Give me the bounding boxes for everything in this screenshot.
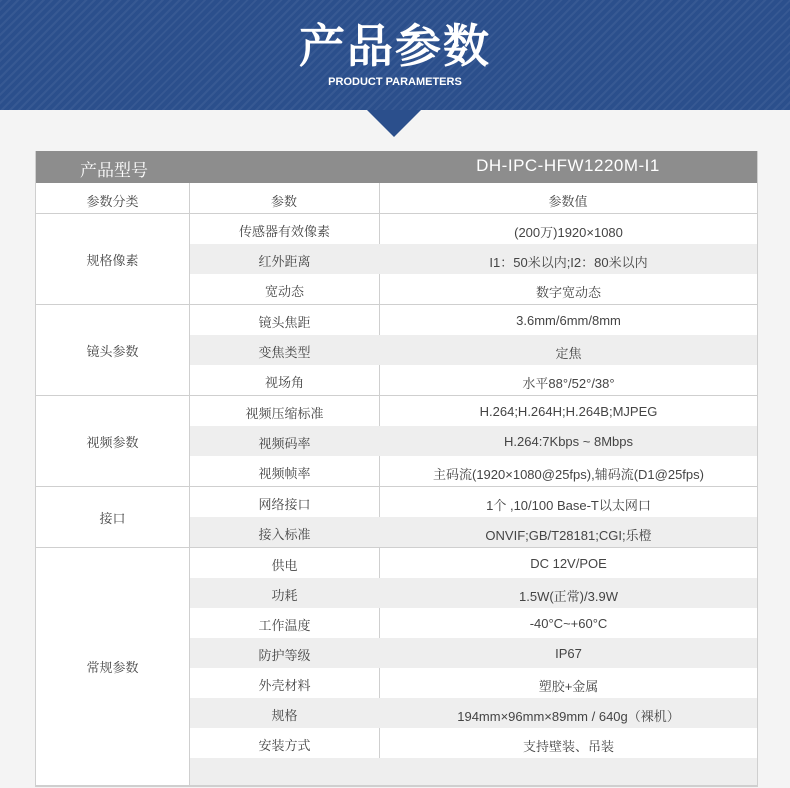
- table-row: [190, 548, 757, 578]
- column-divider: [189, 183, 190, 213]
- param-value: 定焦: [555, 346, 582, 361]
- table-row: [190, 426, 757, 456]
- table-row: [190, 214, 757, 244]
- spec-group: [36, 305, 757, 396]
- param-value: (200万)1920×1080: [514, 225, 623, 240]
- table-row: [190, 517, 757, 547]
- param-name: 传感器有效像素: [238, 225, 330, 240]
- param-value: 塑胶+金属: [538, 679, 599, 694]
- table-row: [190, 578, 757, 608]
- param-name: 视频帧率: [258, 467, 311, 482]
- param-name: 外壳材料: [258, 679, 311, 694]
- param-value: 主码流(1920×1080@25fps),辅码流(D1@25fps): [433, 467, 704, 482]
- table-row: [190, 638, 757, 668]
- table-row: [190, 365, 757, 395]
- column-header-row: [36, 183, 757, 214]
- param-value: 1个 ,10/100 Base-T以太网口: [486, 498, 651, 513]
- param-value: 支持壁装、吊装: [522, 739, 614, 754]
- param-value: IP67: [555, 646, 582, 661]
- param-name: 接入标准: [258, 528, 311, 543]
- table-row: [190, 396, 757, 426]
- param-value: DC 12V/POE: [530, 556, 607, 571]
- page-title: 产品参数: [299, 19, 491, 73]
- column-divider: [379, 183, 380, 213]
- param-name: 功耗: [271, 589, 298, 604]
- table-row: [190, 274, 757, 304]
- model-value: DH-IPC-HFW1220M-I1: [476, 156, 660, 175]
- param-name: 视频压缩标准: [245, 407, 324, 422]
- param-name: 工作温度: [258, 619, 311, 634]
- page-subtitle: PRODUCT PARAMETERS: [328, 76, 462, 88]
- column-header-param: 参数: [270, 195, 297, 210]
- spec-group: [36, 487, 757, 548]
- column-header-value: 参数值: [548, 195, 588, 210]
- group-category: 镜头参数: [86, 344, 139, 360]
- table-row: [190, 728, 757, 758]
- param-name: 防护等级: [258, 649, 311, 664]
- param-value: H.264:7Kbps ~ 8Mbps: [504, 434, 633, 449]
- banner-pointer-arrow: [367, 110, 421, 137]
- table-row: [190, 244, 757, 274]
- param-name: 宽动态: [264, 285, 304, 300]
- table-row: [190, 305, 757, 335]
- param-name: 规格: [271, 709, 298, 724]
- model-label: 产品型号: [80, 161, 148, 181]
- table-row: [190, 698, 757, 728]
- param-name: 视频码率: [258, 437, 311, 452]
- param-value: 水平88°/52°/38°: [522, 376, 615, 391]
- model-header-row: [36, 151, 757, 183]
- header-banner: [0, 0, 790, 110]
- param-value: ONVIF;GB/T28181;CGI;乐橙: [485, 528, 652, 543]
- group-category: 接口: [99, 511, 126, 527]
- param-value: -40°C~+60°C: [529, 616, 608, 631]
- table-row-empty: [190, 758, 757, 785]
- table-row: [190, 608, 757, 638]
- param-name: 网络接口: [258, 498, 311, 513]
- param-value: 数字宽动态: [535, 285, 601, 300]
- param-name: 供电: [271, 559, 298, 574]
- spec-group: [36, 548, 757, 786]
- param-name: 视场角: [264, 376, 304, 391]
- table-row: [190, 456, 757, 486]
- param-value: H.264;H.264H;H.264B;MJPEG: [479, 404, 658, 419]
- spec-group: [36, 214, 757, 305]
- param-name: 变焦类型: [258, 346, 311, 361]
- group-category: 规格像素: [86, 253, 139, 269]
- spec-group: [36, 396, 757, 487]
- param-value: I1：50米以内;I2：80米以内: [489, 255, 648, 270]
- column-header-category: 参数分类: [86, 195, 139, 210]
- param-name: 镜头焦距: [258, 316, 311, 331]
- group-category: 视频参数: [86, 435, 139, 451]
- param-value: 3.6mm/6mm/8mm: [516, 313, 621, 328]
- param-value: 194mm×96mm×89mm / 640g（裸机）: [457, 709, 680, 724]
- table-row: [190, 335, 757, 365]
- param-name: 红外距离: [258, 255, 311, 270]
- param-value: 1.5W(正常)/3.9W: [519, 589, 618, 604]
- spec-table: [35, 151, 758, 787]
- group-category: 常规参数: [86, 661, 139, 676]
- param-name: 安装方式: [258, 739, 311, 754]
- table-row: [190, 668, 757, 698]
- table-row: [190, 487, 757, 517]
